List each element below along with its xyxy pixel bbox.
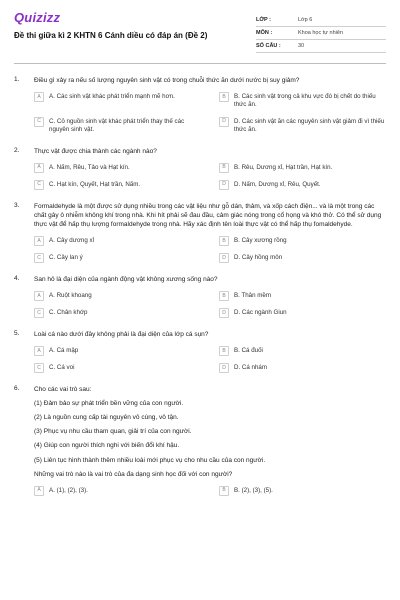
question-row bbox=[14, 202, 386, 229]
question-number: 5. bbox=[14, 330, 20, 337]
option-text: C. Hạt kín, Quyết, Hạt trần, Nấm. bbox=[49, 180, 141, 188]
question-paragraph: Formaldehyde là một được sử dụng nhiều trong các vật liệu như gỗ dán, thảm, và xốp cách điện... và là một trong các chất gây ô nhiễm không khí trong nhà. Khi hít phải sẽ đau đầu, cảm giác nóng trong cổ họng và khó thở. Có thể sử dụng thực vật để hấp thụ lượng formaldehyde trong nhà. Hãy xác định tên loài thực vật có thể hấp thụ fomaldehyde. bbox=[34, 202, 382, 228]
option-letter-box: C bbox=[34, 180, 44, 190]
option-text: A. Ruột khoang bbox=[49, 292, 92, 299]
answer-option[interactable] bbox=[219, 117, 386, 135]
option-letter-box: B bbox=[219, 486, 229, 496]
option-text: D. Cây hồng môn bbox=[234, 253, 283, 261]
question-row bbox=[14, 330, 386, 339]
answer-option[interactable] bbox=[34, 236, 201, 246]
meta-value: Khoa học tự nhiên bbox=[298, 30, 343, 36]
option-letter-box: A bbox=[34, 486, 44, 496]
option-text: D. Các sinh vật ăn các nguyên sinh vật giảm đi vì thiếu thức ăn. bbox=[234, 117, 385, 134]
answer-option[interactable] bbox=[34, 486, 201, 496]
option-letter-box: D bbox=[219, 308, 229, 318]
answer-option[interactable] bbox=[219, 346, 386, 356]
question-item bbox=[14, 147, 386, 190]
answer-options bbox=[34, 92, 386, 134]
answer-option[interactable] bbox=[34, 363, 201, 373]
question-item bbox=[14, 385, 386, 496]
divider bbox=[14, 63, 386, 64]
option-letter-box: C bbox=[34, 308, 44, 318]
header bbox=[14, 10, 386, 53]
answer-option[interactable] bbox=[34, 117, 201, 135]
question-row bbox=[14, 385, 386, 479]
answer-option[interactable] bbox=[219, 92, 386, 110]
question-number: 3. bbox=[14, 201, 20, 209]
option-text: D. Cá nhám bbox=[234, 364, 268, 372]
answer-option[interactable] bbox=[219, 308, 386, 318]
option-text: B. Các sinh vật trong cả khu vực đó bị chết do thiếu thức ăn. bbox=[234, 93, 376, 109]
option-letter-box: D bbox=[219, 253, 229, 263]
question-row bbox=[14, 76, 386, 85]
option-text: A. Các sinh vật khác phát triển mạnh mẽ hơn. bbox=[49, 93, 175, 101]
option-letter-box: D bbox=[219, 180, 229, 190]
question-paragraph: San hô là đại diện của ngành động vật không xương sống nào? bbox=[34, 275, 218, 283]
answer-option[interactable] bbox=[34, 308, 201, 318]
title-block bbox=[14, 10, 207, 40]
option-letter-box: B bbox=[219, 346, 229, 356]
option-text: C. Chân khớp bbox=[49, 309, 88, 316]
page-title: Đề thi giữa kì 2 KHTN 6 Cánh diều có đáp án (Đề 2) bbox=[14, 31, 208, 40]
question-number: 1. bbox=[14, 76, 20, 83]
option-letter-box: B bbox=[219, 163, 229, 173]
brand-logo: Quizizz bbox=[14, 10, 61, 25]
question-text bbox=[34, 76, 386, 85]
question-row bbox=[14, 275, 386, 284]
meta-label: SỐ CÂU : bbox=[256, 43, 281, 49]
question-row bbox=[14, 147, 386, 156]
question-paragraph: (3) Phục vụ nhu cầu tham quan, giải trí của con người. bbox=[34, 428, 192, 436]
option-text: C. Cỏ nguồn sinh vật khác phát triển thay thế các nguyên sinh vật. bbox=[49, 117, 185, 134]
meta-table bbox=[256, 14, 386, 53]
answer-options bbox=[34, 486, 386, 496]
answer-option[interactable] bbox=[219, 180, 386, 190]
meta-row-count bbox=[256, 40, 386, 53]
question-paragraph: (1) Đảm bảo sự phát triển bền vững của con người. bbox=[34, 400, 184, 408]
meta-label: MÔN : bbox=[256, 30, 273, 36]
question-paragraph: (2) Là nguồn cung cấp tài nguyên vô cùng, vô tận. bbox=[34, 414, 179, 422]
option-letter-box: A bbox=[34, 291, 44, 301]
answer-option[interactable] bbox=[34, 92, 201, 110]
option-letter-box: A bbox=[34, 163, 44, 173]
option-text: D. Nấm, Dương xỉ, Rêu, Quyết. bbox=[234, 180, 321, 188]
question-paragraph: Thực vật được chia thành các ngành nào? bbox=[34, 147, 157, 155]
meta-value: Lớp 6 bbox=[298, 17, 313, 23]
question-text bbox=[34, 330, 386, 339]
option-text: B. (2), (3), (5). bbox=[234, 486, 273, 494]
question-number: 6. bbox=[14, 385, 20, 393]
option-letter-box: D bbox=[219, 117, 229, 127]
answer-option[interactable] bbox=[34, 180, 201, 190]
question-item bbox=[14, 76, 386, 135]
question-paragraph: Loài cá nào dưới đây không phải là đại diện của lớp cá sụn? bbox=[34, 331, 209, 338]
option-text: B. Thân mềm bbox=[234, 292, 272, 299]
question-paragraph: Cho các vai trò sau: bbox=[34, 386, 92, 394]
answer-option[interactable] bbox=[219, 236, 386, 246]
option-text: B. Cây xương rồng bbox=[234, 236, 287, 244]
question-number: 2. bbox=[14, 146, 20, 154]
answer-option[interactable] bbox=[34, 346, 201, 356]
answer-option[interactable] bbox=[219, 486, 386, 496]
answer-option[interactable] bbox=[219, 163, 386, 173]
meta-label: LỚP : bbox=[256, 17, 271, 23]
question-paragraph: (5) Liên tục hình thành thêm nhiều loài mới phục vụ cho nhu cầu của con người. bbox=[34, 456, 266, 464]
option-letter-box: A bbox=[34, 236, 44, 246]
option-text: A. Cá mập bbox=[49, 347, 79, 355]
meta-row-class bbox=[256, 14, 386, 27]
question-paragraph: Những vai trò nào là vai trò của đa dạng sinh học đối với con người? bbox=[34, 470, 233, 478]
question-item bbox=[14, 330, 386, 373]
question-item bbox=[14, 275, 386, 318]
answer-options bbox=[34, 291, 386, 318]
answer-option[interactable] bbox=[34, 163, 201, 173]
answer-options bbox=[34, 163, 386, 190]
option-letter-box: B bbox=[219, 92, 229, 102]
answer-option[interactable] bbox=[34, 291, 201, 301]
question-text bbox=[34, 147, 386, 156]
meta-row-subject bbox=[256, 27, 386, 40]
option-letter-box: A bbox=[34, 92, 44, 102]
answer-option[interactable] bbox=[219, 363, 386, 373]
option-text: A. Cây dương xỉ bbox=[49, 236, 94, 244]
option-letter-box: C bbox=[34, 117, 44, 127]
option-letter-box: C bbox=[34, 363, 44, 373]
option-text: A. Nấm, Rêu, Tảo và Hạt kín. bbox=[49, 163, 130, 171]
question-text bbox=[34, 275, 386, 284]
option-letter-box: B bbox=[219, 236, 229, 246]
option-text: C. Cây lan ý bbox=[49, 253, 83, 261]
meta-value: 30 bbox=[298, 43, 305, 49]
option-letter-box: C bbox=[34, 253, 44, 263]
question-list bbox=[14, 76, 386, 496]
option-letter-box: D bbox=[219, 363, 229, 373]
option-letter-box: A bbox=[34, 346, 44, 356]
option-text: C. Cá voi bbox=[49, 364, 75, 372]
question-paragraph: (4) Giúp con người thích nghi với biến đổi khí hậu. bbox=[34, 442, 180, 450]
question-text bbox=[34, 202, 386, 229]
answer-option[interactable] bbox=[34, 253, 201, 263]
answer-option[interactable] bbox=[219, 253, 386, 263]
option-text: B. Cá đuối bbox=[234, 347, 263, 355]
question-paragraph: Điều gì xảy ra nếu số lượng nguyên sinh vật có trong chuỗi thức ăn dưới nước bị suy giảm? bbox=[34, 77, 300, 84]
answer-options bbox=[34, 236, 386, 263]
question-text bbox=[34, 385, 386, 479]
option-letter-box: B bbox=[219, 291, 229, 301]
option-text: D. Các ngành Giun bbox=[234, 309, 287, 316]
answer-option[interactable] bbox=[219, 291, 386, 301]
option-text: B. Rêu, Dương xỉ, Hạt trần, Hạt kín. bbox=[234, 163, 333, 171]
question-number: 4. bbox=[14, 274, 20, 282]
answer-options bbox=[34, 346, 386, 373]
option-text: A. (1), (2), (3). bbox=[49, 486, 88, 494]
question-item bbox=[14, 202, 386, 263]
